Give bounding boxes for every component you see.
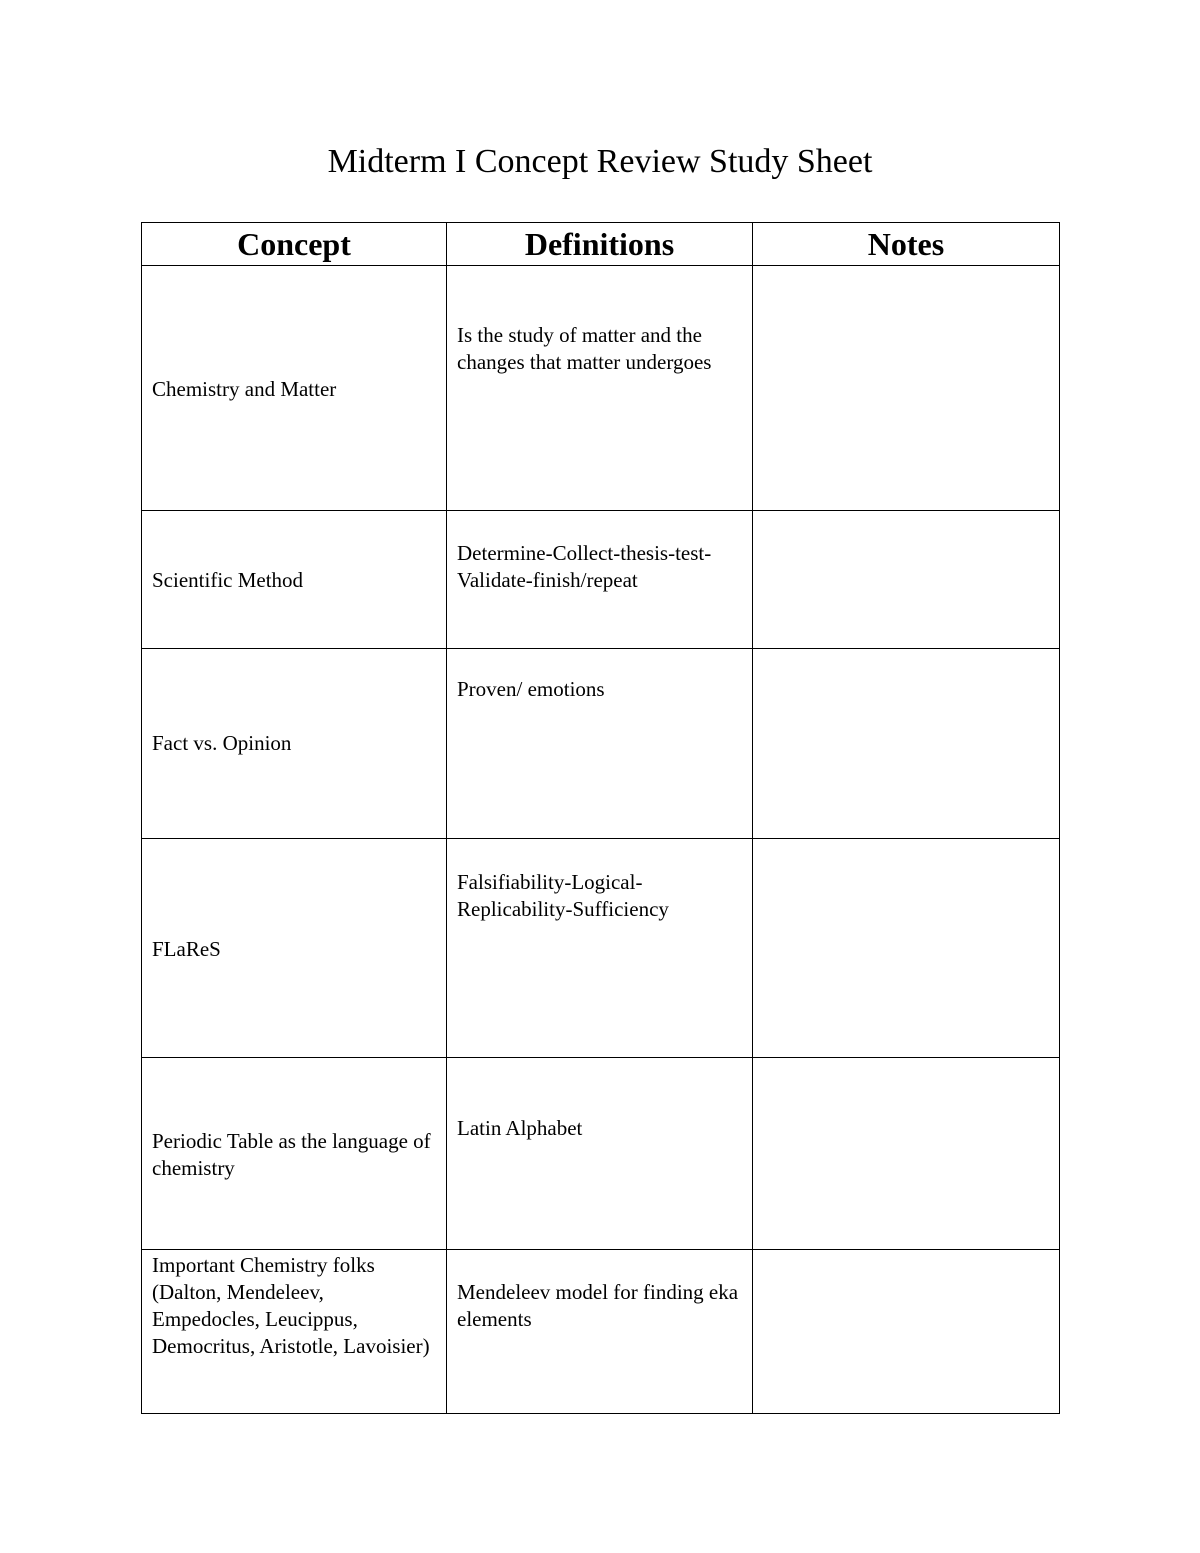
notes-cell[interactable] [753, 1058, 1060, 1250]
definition-text: Determine-Collect-thesis-test-Validate-finish/repeat [457, 541, 712, 592]
notes-cell[interactable] [753, 1250, 1060, 1414]
definition-cell [447, 649, 753, 839]
definition-text: Proven/ emotions [457, 677, 605, 701]
concept-cell [142, 1250, 447, 1414]
notes-cell[interactable] [753, 839, 1060, 1058]
page-title: Midterm I Concept Review Study Sheet [327, 143, 873, 180]
definition-cell [447, 511, 753, 649]
concept-cell [142, 649, 447, 839]
concept-text: Scientific Method [152, 568, 304, 592]
definition-text: Latin Alphabet [457, 1116, 583, 1140]
concept-text: Periodic Table as the language of chemistry [152, 1129, 436, 1180]
notes-cell[interactable] [753, 266, 1060, 511]
concept-review-table [141, 222, 1060, 1414]
concept-text: Fact vs. Opinion [152, 731, 292, 755]
definition-cell [447, 839, 753, 1058]
definition-cell [447, 1058, 753, 1250]
concept-cell [142, 839, 447, 1058]
table-row [142, 266, 1060, 511]
table-row [142, 1058, 1060, 1250]
definition-text: Falsifiability-Logical-Replicability-Sufficiency [457, 870, 669, 921]
column-header-notes: Notes [753, 223, 1060, 266]
concept-text: FLaReS [152, 937, 221, 961]
table-row [142, 1250, 1060, 1414]
notes-cell[interactable] [753, 649, 1060, 839]
concept-text: Chemistry and Matter [152, 377, 337, 401]
concept-text: Important Chemistry folks (Dalton, Mendeleev, Empedocles, Leucippus, Democritus, Aristotle, Lavoisier) [152, 1253, 430, 1358]
definition-text: Is the study of matter and the changes that matter undergoes [457, 323, 712, 374]
definition-text: Mendeleev model for finding eka elements [457, 1280, 744, 1331]
concept-cell [142, 266, 447, 511]
column-header-concept: Concept [142, 223, 447, 266]
column-header-definitions: Definitions [447, 223, 753, 266]
notes-cell[interactable] [753, 511, 1060, 649]
table-row [142, 839, 1060, 1058]
concept-cell [142, 511, 447, 649]
table-row [142, 649, 1060, 839]
definition-cell [447, 1250, 753, 1414]
definition-cell [447, 266, 753, 511]
table-row [142, 511, 1060, 649]
concept-cell [142, 1058, 447, 1250]
table-header-row [142, 223, 1060, 266]
